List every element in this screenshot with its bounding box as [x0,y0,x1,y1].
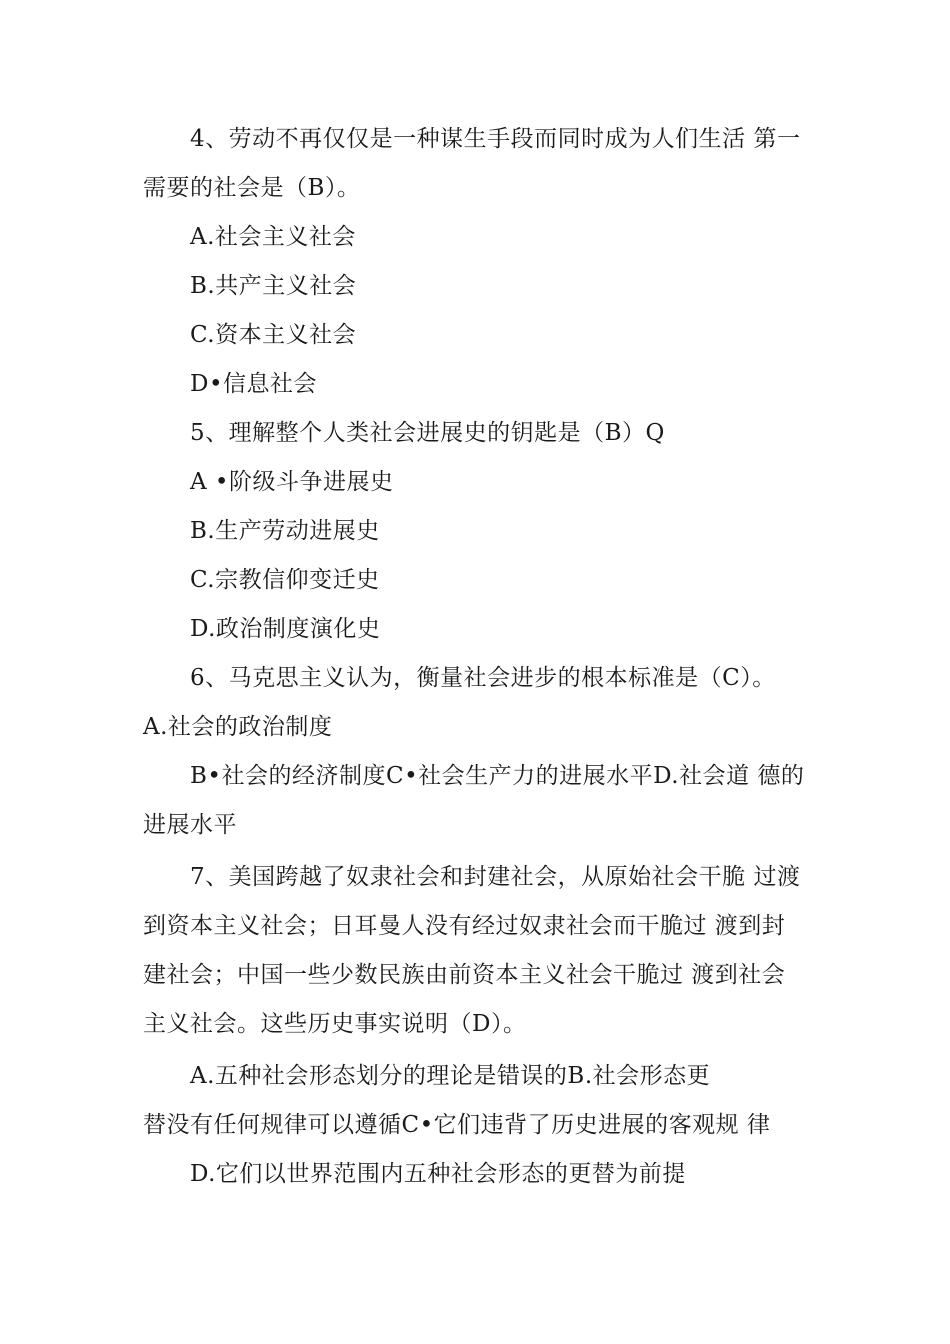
question-6-options-bcd: B•社会的经济制度C•社会生产力的进展水平D.社会道 德的 [190,763,805,789]
question-4-option-c: C.资本主义社会 [190,322,357,348]
question-4-option-d: D•信息社会 [190,371,318,397]
question-5-option-d: D.政治制度演化史 [190,616,381,642]
question-7-line-4: 主义社会。这些历史事实说明（D）。 [143,1011,527,1037]
question-5-option-b: B.生产劳动进展史 [190,518,380,544]
question-4-line-2: 需要的社会是（B）。 [143,175,361,201]
question-4-option-a: A.社会主义社会 [190,224,356,250]
question-4-line-1: 4、劳动不再仅仅是一种谋生手段而同时成为人们生活 第一 [190,126,801,152]
question-7-line-1: 7、美国跨越了奴隶社会和封建社会，从原始社会干脆 过渡 [190,864,801,890]
question-5-stem: 5、理解整个人类社会进展史的钥匙是（B）Q [190,420,665,446]
question-4-option-b: B.共产主义社会 [190,273,357,299]
question-7-option-b-c: 替没有任何规律可以遵循C•它们违背了历史进展的客观规 律 [143,1112,771,1138]
question-7-line-2: 到资本主义社会；日耳曼人没有经过奴隶社会而干脆过 渡到封 [143,913,786,939]
question-7-option-a-b: A.五种社会形态划分的理论是错误的B.社会形态更 [190,1063,711,1089]
question-7-line-3: 建社会；中国一些少数民族由前资本主义社会干脆过 渡到社会 [143,962,786,988]
question-6-stem: 6、马克思主义认为，衡量社会进步的根本标准是（C）。 [190,665,776,691]
question-6-options-continued: 进展水平 [143,812,237,838]
question-6-option-a: A.社会的政治制度 [143,714,333,740]
question-5-option-c: C.宗教信仰变迁史 [190,567,380,593]
question-7-option-d: D.它们以世界范围内五种社会形态的更替为前提 [190,1161,686,1187]
question-5-option-a: A •阶级斗争进展史 [190,469,394,495]
